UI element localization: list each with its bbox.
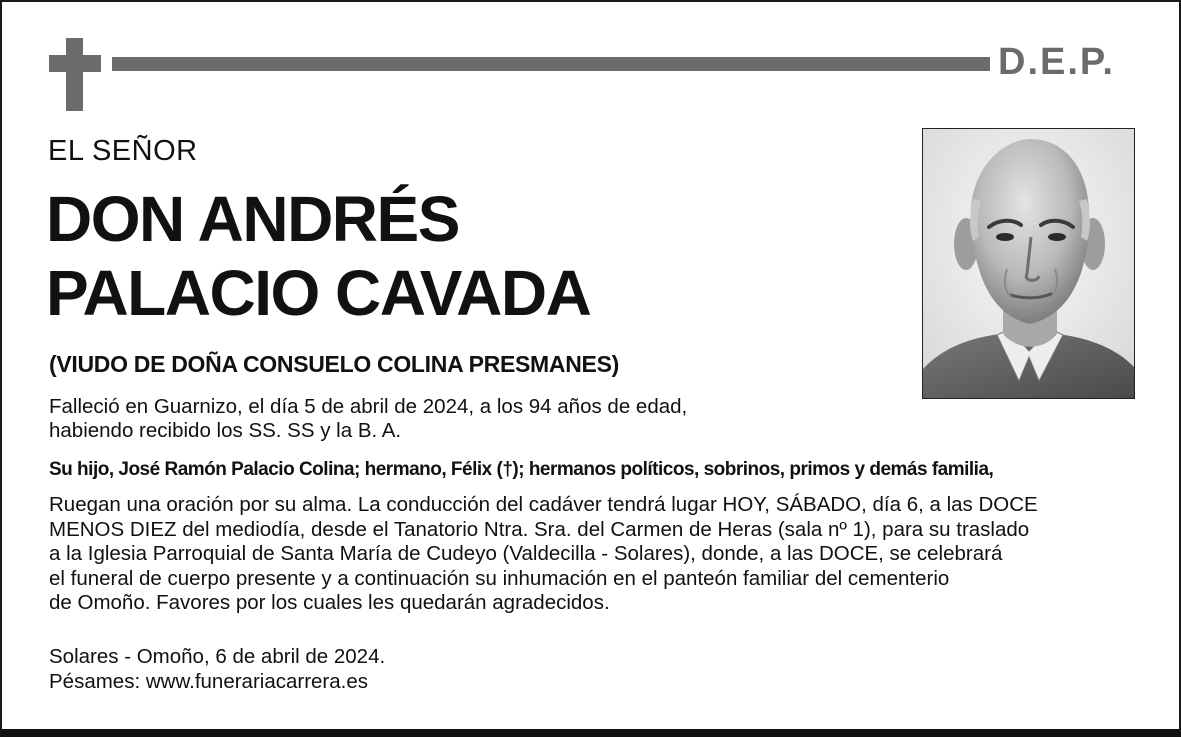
death-details (49, 395, 687, 443)
place-and-date: Solares - Omoño, 6 de abril de 2024. (49, 645, 386, 668)
widower-note: (VIUDO DE DOÑA CONSUELO COLINA PRESMANES) (49, 351, 619, 377)
header-rule (112, 57, 990, 71)
name-line-1: DON ANDRÉS (46, 183, 459, 255)
honorific: EL SEÑOR (48, 135, 198, 167)
condolences-website: Pésames: www.funerariacarrera.es (49, 670, 369, 693)
name-line-2: PALACIO CAVADA (46, 257, 591, 329)
portrait-photo (922, 128, 1135, 399)
body-line: el funeral de cuerpo presente y a continuación su inhumación en el panteón familiar del cementerio (49, 566, 950, 590)
body-line: Ruegan una oración por su alma. La conducción del cadáver tendrá lugar HOY, SÁBADO, día 6, a las DOCE (49, 493, 1038, 516)
deceased-name (46, 182, 590, 330)
body-line: a la Iglesia Parroquial de Santa María de Cudeyo (Valdecilla - Solares), donde, a las DOCE, se celebrará (49, 542, 1003, 565)
family-list: Su hijo, José Ramón Palacio Colina; hermano, Félix (†); hermanos políticos, sobrinos, primos y demás familia, (49, 459, 994, 480)
cross-horizontal-bar (49, 55, 101, 72)
portrait-image (923, 129, 1134, 398)
cross-vertical-bar (66, 38, 83, 111)
dep-label: D.E.P. (998, 41, 1115, 83)
death-line-2: habiendo recibido los SS. SS y la B. A. (49, 419, 402, 442)
body-line: de Omoño. Favores por los cuales les quedarán agradecidos. (49, 591, 610, 614)
body-line: MENOS DIEZ del mediodía, desde el Tanatorio Ntra. Sra. del Carmen de Heras (sala nº 1), para su traslado (49, 517, 1030, 541)
death-line-1: Falleció en Guarnizo, el día 5 de abril de 2024, a los 94 años de edad, (49, 395, 688, 418)
funeral-details (49, 493, 1038, 616)
